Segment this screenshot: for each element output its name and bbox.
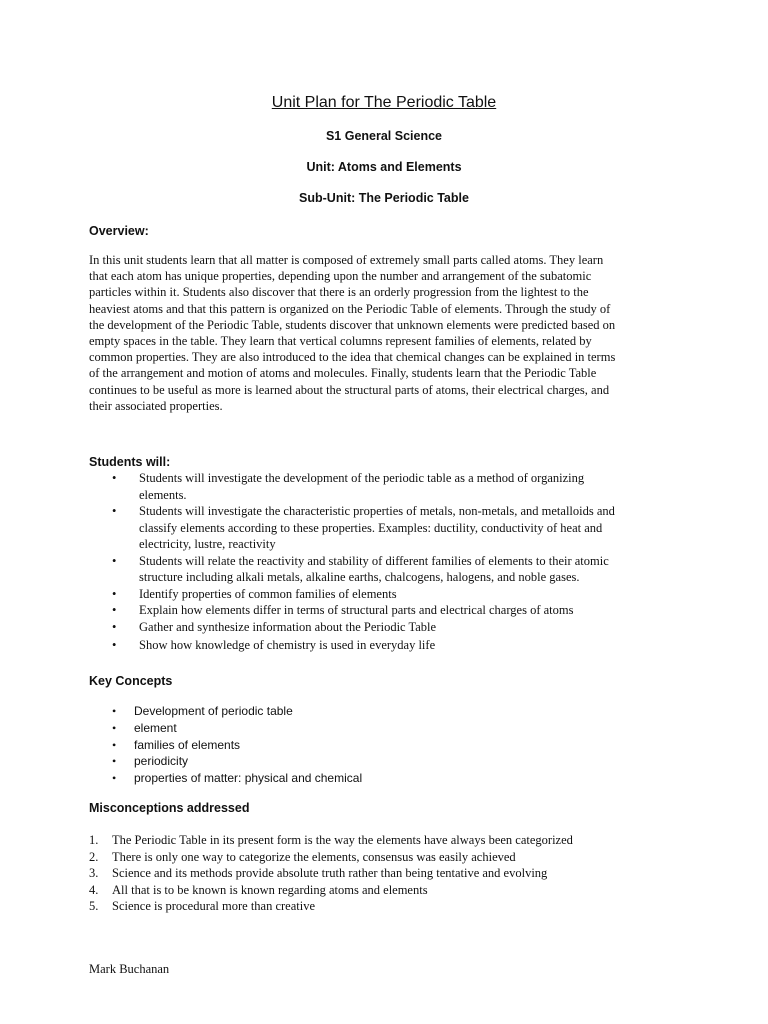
bullet-icon: • (112, 737, 117, 752)
overview-paragraph (89, 252, 679, 414)
misconceptions-heading: Misconceptions addressed (89, 801, 250, 815)
overview-line: empty spaces in the table. They learn that vertical columns represent families of elements, related by (89, 334, 592, 349)
list-item-text: The Periodic Table in its present form is the way the elements have always been categorized (112, 833, 573, 847)
list-item (0, 637, 680, 654)
list-item (0, 553, 680, 586)
list-item-text: Development of periodic table (134, 704, 293, 718)
list-item (0, 703, 680, 720)
bullet-icon: • (112, 619, 117, 634)
list-item-line: Identify properties of common families of elements (139, 586, 397, 601)
overview-line: In this unit students learn that all matter is composed of extremely small parts called atoms. They learn (89, 253, 604, 267)
list-item (0, 470, 680, 503)
overview-heading: Overview: (89, 224, 149, 238)
students-will-heading: Students will: (89, 455, 171, 469)
list-item-line: structure including alkali metals, alkaline earths, chalcogens, halogens, and noble gases. (139, 570, 580, 584)
overview-line: that each atom has unique properties, depending upon the number and arrangement of the subatomic (89, 269, 592, 284)
bullet-icon: • (112, 704, 117, 718)
list-item-text: element (134, 720, 177, 735)
list-item-text: periodicity (134, 754, 189, 769)
list-item (0, 586, 680, 603)
overview-line: heaviest atoms and that this pattern is organized on the Periodic Table of elements. Through the study of (89, 301, 611, 316)
list-number: 1. (89, 833, 99, 847)
list-item-line: classify elements according to these properties. Examples: ductility, conductivity of heat and (139, 520, 603, 535)
list-item-text: Science and its methods provide absolute truth rather than being tentative and evolving (112, 866, 548, 880)
bullet-icon: • (112, 638, 117, 652)
bullet-icon: • (112, 553, 117, 568)
overview-line: common properties. They are also introduced to the idea that chemical changes can be explained in terms (89, 350, 616, 365)
list-item (0, 602, 680, 619)
list-item-line: Students will investigate the development of the periodic table as a method of organizing (139, 471, 585, 485)
list-item-text: properties of matter: physical and chemical (134, 771, 363, 786)
overview-line: of the arrangement and motion of atoms and molecules. Finally, students learn that the Periodic Table (89, 366, 597, 381)
key-concepts-heading: Key Concepts (89, 674, 173, 688)
author-footer: Mark Buchanan (89, 962, 170, 976)
bullet-icon: • (112, 720, 117, 735)
key-concepts-list (0, 703, 680, 787)
list-number: 5. (89, 899, 99, 913)
bullet-icon: • (112, 754, 117, 769)
bullet-icon: • (112, 771, 117, 786)
list-item (0, 770, 680, 787)
list-number: 2. (89, 849, 99, 864)
bullet-icon: • (112, 586, 117, 601)
list-item-text: There is only one way to categorize the elements, consensus was easily achieved (112, 849, 516, 864)
list-item-line: Students will relate the reactivity and stability of different families of elements to their atomic (139, 553, 609, 568)
misconceptions-list (0, 832, 680, 915)
list-item (0, 753, 680, 770)
list-item (0, 737, 680, 754)
sub-unit-heading: Sub-Unit: The Periodic Table (299, 191, 469, 205)
list-item (0, 865, 680, 882)
overview-line: the development of the Periodic Table, students discover that unknown elements were predicted based on (89, 317, 616, 332)
list-item (0, 832, 680, 849)
list-item-line: Explain how elements differ in terms of structural parts and electrical charges of atoms (139, 603, 574, 617)
list-item (0, 898, 680, 915)
list-item-line: Show how knowledge of chemistry is used in everyday life (139, 638, 436, 652)
list-item-line: electricity, lustre, reactivity (139, 537, 276, 551)
page-title: Unit Plan for The Periodic Table (271, 94, 497, 111)
list-item (0, 882, 680, 899)
bullet-icon: • (112, 471, 117, 485)
bullet-icon: • (112, 504, 117, 518)
overview-line: continues to be useful as more is learned about the structural parts of atoms, their electrical charges, and (89, 382, 610, 397)
list-item-text: All that is to be known is known regarding atoms and elements (112, 882, 428, 897)
list-item-line: elements. (139, 487, 187, 502)
list-number: 3. (89, 866, 99, 880)
list-number: 4. (89, 882, 99, 897)
list-item-text: Science is procedural more than creative (112, 899, 316, 913)
students-will-list (0, 470, 680, 654)
list-item (0, 849, 680, 866)
list-item (0, 619, 680, 636)
list-item-line: Gather and synthesize information about the Periodic Table (139, 619, 437, 634)
overview-line: particles within it. Students also discover that there is an orderly progression from the lightest to the (89, 285, 589, 300)
list-item (0, 503, 680, 553)
unit-heading: Unit: Atoms and Elements (306, 160, 462, 174)
course-heading: S1 General Science (325, 129, 443, 143)
list-item-text: families of elements (134, 737, 241, 752)
bullet-icon: • (112, 603, 117, 617)
overview-line: their associated properties. (89, 398, 223, 413)
list-item (0, 720, 680, 737)
list-item-line: Students will investigate the characteristic properties of metals, non-metals, and metalloids and (139, 504, 615, 518)
